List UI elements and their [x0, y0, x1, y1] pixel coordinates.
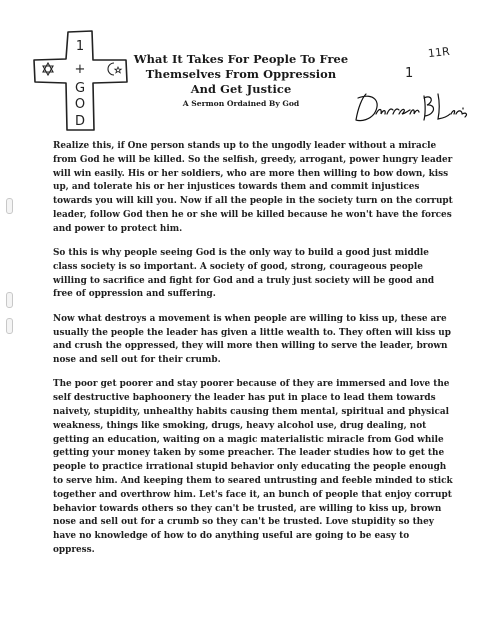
handwritten-mark: 11R [427, 44, 451, 61]
title-line: And Get Justice [190, 82, 292, 96]
cross-text: D [74, 114, 86, 129]
binder-hole [6, 318, 13, 334]
sermon-body [53, 140, 453, 568]
paragraph: The poor get poorer and stay poorer because of they are immersed and love the self destructive baphoonery the leader has put in place to lead them towards naivety, stupidity, unhealthy habits causing them mental, spiritual and physical weakness, things like smoking, drugs, heavy alcohol use, drug dealing, not getting an education, waiting on a magic materialistic miracle from God while getting your money taken by some preacher. The leader studies how to get the people to practice irrational stupid behavior only educating the people enough to serve him. And keeping them to seared untrusting and feeble minded to stick together and overthrow him. Let's face it, an bunch of people that enjoy corrupt behavior towards others so they can't be trusted, are willing to kiss up, brown nose and sell out for a crumb so they can't be trusted. Love stupidity so they have no knowledge of how to do anything useful are going to be easy to oppress. [53, 379, 453, 556]
cross-text: G [74, 81, 86, 96]
paragraph: Realize this, if One person stands up to the ungodly leader without a miracle from God he will be killed. So the selfish, greedy, arrogant, power hungry leader will win easily. His or her soldiers, who are more then willing to bow down, kiss up, and tolerate his or her injustices towards them and commit injustices towards you will kill you. Now if all the people in the society turn on the corrupt leader, follow God then he or she will be killed because he won't have the forces and power to protect him. [53, 141, 453, 234]
cross-text: + [74, 62, 86, 77]
page-number: 1 [405, 66, 414, 81]
cross-text: O [74, 97, 86, 112]
title-line: Themselves From Oppression [145, 67, 337, 81]
star-and-crescent-icon [108, 63, 121, 75]
title-line: What It Takes For People To Free [133, 52, 349, 66]
binder-hole [6, 292, 13, 308]
signature [352, 88, 470, 128]
title-block [130, 52, 352, 110]
paragraph: So this is why people seeing God is the only way to build a good just middle class society is so important. A society of good, strong, courageous people willing to sacrifice and fight for God and a truly just society will be good and free of oppression and suffering. [53, 248, 435, 300]
cross-logo [30, 26, 130, 134]
paragraph: Now what destroys a movement is when people are willing to kiss up, these are usually the people the leader has given a little wealth to. They often will kiss up and crush the oppressed, they will more then willing to serve the leader, brown nose and sell out for their crumb. [53, 313, 451, 366]
cross-text: 1 [75, 39, 85, 54]
binder-hole [6, 198, 13, 214]
star-of-david-icon [43, 63, 53, 75]
subtitle: A Sermon Ordained By God [182, 99, 300, 108]
